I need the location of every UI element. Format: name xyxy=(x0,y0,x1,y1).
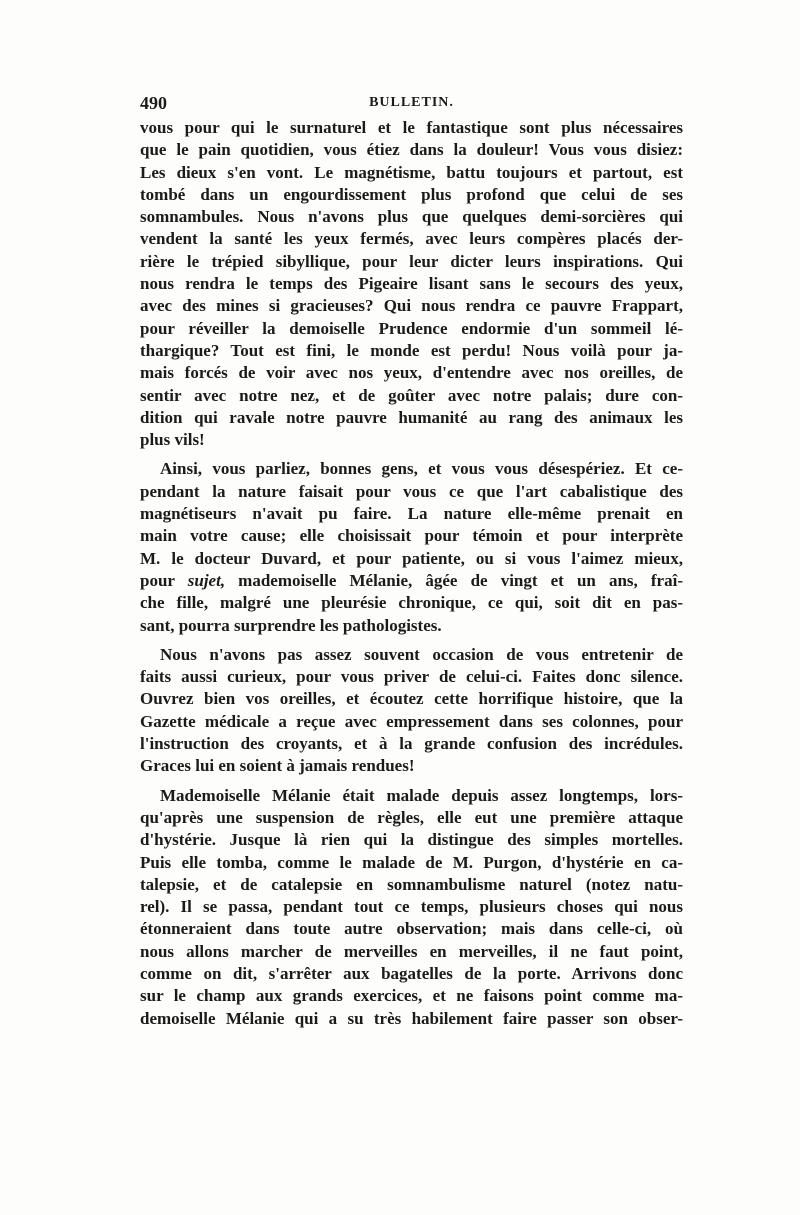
text-line: d'hystérie. Jusque là rien qui la distingue des simples mortelles. xyxy=(140,830,683,850)
text-line: tombé dans un engourdissement plus profond que celui de ses xyxy=(140,184,683,204)
text-line: dition qui ravale notre pauvre humanité au rang des animaux les xyxy=(140,407,683,427)
paragraph xyxy=(140,458,683,636)
text-line: vendent la santé les yeux fermés, avec leurs compères placés der- xyxy=(140,229,683,249)
text-line: pendant la nature faisait pour vous ce que l'art cabalistique des xyxy=(140,481,683,501)
body-text xyxy=(140,117,683,1037)
paragraph xyxy=(140,785,683,1030)
text-line: nous rendra le temps des Pigeaire lisant sans le secours des yeux, xyxy=(140,274,683,294)
text-line: main votre cause; elle choisissait pour témoin et pour interprète xyxy=(140,526,683,546)
text-line: avec des mines si gracieuses? Qui nous rendra ce pauvre Frappart, xyxy=(140,296,683,316)
text-line: qu'après une suspension de règles, elle eut une première attaque xyxy=(140,807,683,827)
text-line: sur le champ aux grands exercices, et ne faisons point comme ma- xyxy=(140,986,683,1006)
text-line: demoiselle Mélanie qui a su très habilement faire passer son obser- xyxy=(140,1008,683,1028)
text-line: Nous n'avons pas assez souvent occasion de vous entretenir de xyxy=(160,644,683,664)
text-segment: mademoiselle Mélanie, âgée de vingt et un ans, fraî- xyxy=(225,570,683,590)
text-line: somnambules. Nous n'avons plus que quelques demi-sorcières qui xyxy=(140,207,683,227)
text-line: sant, pourra surprendre les pathologistes. xyxy=(140,615,442,635)
text-line: magnétiseurs n'avait pu faire. La nature elle-même prenait en xyxy=(140,504,683,524)
text-line: nous allons marcher de merveilles en merveilles, il ne faut point, xyxy=(140,941,683,961)
paragraph xyxy=(140,644,683,778)
text-line: thargique? Tout est fini, le monde est perdu! Nous voilà pour ja- xyxy=(140,340,683,360)
text-line: che fille, malgré une pleurésie chronique, ce qui, soit dit en pas- xyxy=(140,593,683,613)
text-line: pour réveiller la demoiselle Prudence endormie d'un sommeil lé- xyxy=(140,318,683,338)
text-line: que le pain quotidien, vous étiez dans la douleur! Vous vous disiez: xyxy=(140,140,683,160)
text-segment: pour xyxy=(140,570,188,590)
text-line: plus vils! xyxy=(140,430,205,450)
page-number: 490 xyxy=(140,93,167,113)
text-line: Ouvrez bien vos oreilles, et écoutez cette horrifique histoire, que la xyxy=(140,689,683,709)
text-line: rel). Il se passa, pendant tout ce temps, plusieurs choses qui nous xyxy=(140,897,683,917)
page-header xyxy=(140,93,683,117)
text-line: Puis elle tomba, comme le malade de M. Purgon, d'hystérie en ca- xyxy=(140,852,683,872)
text-line: Graces lui en soient à jamais rendues! xyxy=(140,756,415,776)
text-line xyxy=(140,570,683,592)
text-line: sentir avec notre nez, et de goûter avec notre palais; dure con- xyxy=(140,385,683,405)
text-line: vous pour qui le surnaturel et le fantastique sont plus nécessaires xyxy=(140,118,683,137)
text-line: Les dieux s'en vont. Le magnétisme, battu toujours et partout, est xyxy=(140,162,683,182)
text-line: Gazette médicale a reçue avec empressement dans ses colonnes, pour xyxy=(140,711,683,731)
text-line: Mademoiselle Mélanie était malade depuis assez longtemps, lors- xyxy=(160,785,683,805)
italic-term: sujet, xyxy=(187,570,226,590)
running-title: BULLETIN. xyxy=(369,95,454,110)
text-line: talepsie, et de catalepsie en somnambulisme naturel (notez natu- xyxy=(140,874,683,894)
text-line: Ainsi, vous parliez, bonnes gens, et vous vous désespériez. Et ce- xyxy=(160,459,683,479)
text-line: mais forcés de voir avec nos yeux, d'entendre avec nos oreilles, de xyxy=(140,363,683,383)
text-line: faits aussi curieux, pour vous priver de celui-ci. Faites donc silence. xyxy=(140,667,683,687)
text-line: rière le trépied sibyllique, pour leur dicter leurs inspirations. Qui xyxy=(140,251,683,271)
text-line: comme on dit, s'arrêter aux bagatelles de la porte. Arrivons donc xyxy=(140,963,683,983)
text-line: l'instruction des croyants, et à la grande confusion des incrédules. xyxy=(140,734,683,754)
text-line: étonneraient dans toute autre observation; mais dans celle-ci, où xyxy=(140,919,683,939)
text-line: M. le docteur Duvard, et pour patiente, ou si vous l'aimez mieux, xyxy=(140,548,683,568)
paragraph xyxy=(140,117,683,451)
